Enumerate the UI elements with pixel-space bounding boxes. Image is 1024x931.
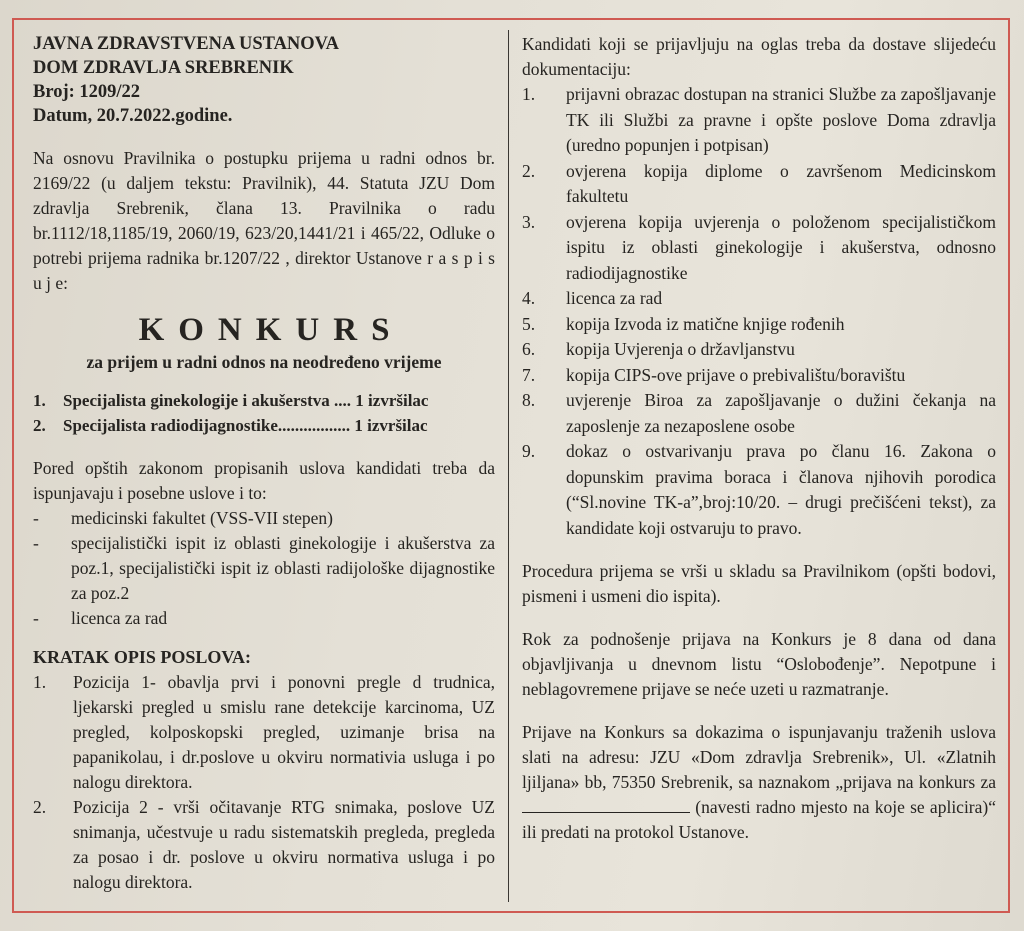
duty-item	[33, 670, 495, 795]
document-number-marker: 9.	[522, 441, 536, 461]
dash-marker: -	[33, 533, 39, 553]
document-item	[522, 439, 996, 541]
document-number: Broj: 1209/22	[33, 82, 141, 102]
announcement-title: KONKURS	[138, 312, 404, 348]
document-number-marker: 8.	[522, 390, 536, 410]
document-number-marker: 1.	[522, 84, 536, 104]
condition-text: specijalistički ispit iz oblasti ginekologije i akušerstva za poz.1, specijalistički ispit iz oblasti radijološke dijagnostike za poz.2	[71, 533, 495, 603]
institution-subname: DOM ZDRAVLJA SREBRENIK	[33, 58, 294, 78]
document-text: prijavni obrazac dostupan na stranici Službe za zapošljavanje TK ili Službi za pravne i opšte poslove Doma zdravlja (uredno popunjen i potpisan)	[566, 84, 996, 155]
duties-title: KRATAK OPIS POSLOVA:	[33, 647, 252, 667]
address-paragraph	[522, 720, 996, 845]
document-item	[522, 159, 996, 210]
document-text: uvjerenje Biroa za zapošljavanje o dužini čekanja na zaposlenje za nezaposlene osobe	[566, 390, 996, 436]
right-column	[522, 32, 996, 845]
document-number-marker: 2.	[522, 160, 536, 181]
condition-item	[33, 506, 495, 531]
position-text: Specijalista ginekologije i akušerstva .... 1 izvršilac	[63, 391, 429, 410]
document-item	[522, 286, 996, 312]
documents-intro: Kandidati koji se prijavljuju na oglas treba da dostave slijedeću dokumentaciju:	[522, 34, 996, 79]
left-column	[33, 32, 495, 895]
document-text: kopija Izvoda iz matične knjige rođenih	[566, 313, 845, 334]
intro-paragraph: Na osnovu Pravilnika o postupku prijema u radni odnos br. 2169/22 (u daljem tekstu: Pravilnik), 44. Statuta JZU Dom zdravlja Srebrenik, člana 13. Pravilnika o radu br.1112/18,1185/19, 2060/19, 623/20,1441/21 i 465/22, Odluke o potrebi prijema radnika br.1207/22 , direktor Ustanove r a s p i s u j e:	[33, 148, 495, 293]
column-divider	[508, 30, 509, 902]
document-number-marker: 5.	[522, 313, 536, 334]
document-text: dokaz o ostvarivanju prava po članu 16. Zakona o dopunskim pravima boraca i članova njihovih porodica (“Sl.novine TK-a”,broj:10/20. – drugi prečišćeni tekst), za kandidate koji ostvaruju to pravo.	[566, 441, 996, 538]
procedure-paragraph: Procedura prijema se vrši u skladu sa Pravilnikom (opšti bodovi, pismeni i usmeni dio ispita).	[522, 561, 996, 606]
institution-name: JAVNA ZDRAVSTVENA USTANOVA	[33, 34, 340, 54]
document-item	[522, 388, 996, 439]
document-text: licenca za rad	[566, 288, 663, 308]
document-item	[522, 363, 996, 389]
dash-marker: -	[33, 608, 39, 628]
duty-text: Pozicija 2 - vrši očitavanje RTG snimaka, poslove UZ snimanja, učestvuje u radu sistematskih pregleda, pregleda za posao i dr. poslove u okviru normativa usluga i po nalogu direktora.	[73, 797, 495, 892]
position-number: 1.	[33, 391, 46, 410]
address-text: Prijave na Konkurs sa dokazima o ispunjavanju traženih uslova slati na adresu: JZU «Dom zdravlja Srebrenik», Ul. «Zlatnih ljiljana» bb, 75350 Srebrenik, sa naznakom „prijava na konkurs za	[522, 722, 996, 792]
announcement-subtitle: za prijem u radni odnos na neodređeno vrijeme	[86, 352, 442, 372]
document-number-marker: 6.	[522, 339, 536, 359]
condition-item	[33, 606, 495, 631]
document-text: kopija Uvjerenja o državljanstvu	[566, 339, 795, 359]
condition-text: licenca za rad	[71, 608, 168, 628]
position-blank-line	[522, 798, 690, 813]
condition-text: medicinski fakultet (VSS-VII stepen)	[71, 508, 333, 528]
document-text: ovjerena kopija uvjerenja o položenom specijalističkom ispitu iz oblasti ginekologije i akušerstva, odnosno radiodijagnostike	[566, 211, 996, 283]
duty-text: Pozicija 1- obavlja prvi i ponovni pregle d trudnica, ljekarski pregled u smislu rane detekcije karcinoma, UZ pregled, kolposkopski pregled, uzimanje brisa na papanikolau, i dr.poslove u okviru normativia usluga i po nalogu direktora.	[73, 672, 495, 792]
duty-item	[33, 795, 495, 895]
position-item	[33, 388, 495, 413]
address-text-end: (navesti radno mjesto na koje se aplicira)“ ili predati na protokol Ustanove.	[522, 797, 996, 842]
document-number-marker: 3.	[522, 211, 536, 232]
document-text: ovjerena kopija diplome o završenom Medicinskom fakultetu	[566, 160, 996, 206]
document-item	[522, 210, 996, 287]
position-text: Specijalista radiodijagnostike................. 1 izvršilac	[63, 416, 428, 435]
condition-item	[33, 531, 495, 606]
position-item	[33, 413, 495, 438]
document-item	[522, 82, 996, 159]
document-text: kopija CIPS-ove prijave o prebivalištu/boravištu	[566, 364, 906, 385]
position-number: 2.	[33, 416, 46, 435]
duty-number: 1.	[33, 672, 47, 692]
document-number-marker: 7.	[522, 364, 536, 385]
document-item	[522, 312, 996, 338]
document-item	[522, 337, 996, 363]
dash-marker: -	[33, 508, 39, 528]
conditions-intro: Pored opštih zakonom propisanih uslova kandidati treba da ispunjavaju i posebne uslove i to:	[33, 458, 495, 503]
document-number-marker: 4.	[522, 288, 536, 308]
duty-number: 2.	[33, 797, 47, 817]
document-date: Datum, 20.7.2022.godine.	[33, 106, 233, 126]
deadline-paragraph: Rok za podnošenje prijava na Konkurs je 8 dana od dana objavljivanja u dnevnom listu “Oslobođenje”. Nepotpune i neblagovremene prijave se neće uzeti u razmatranje.	[522, 629, 996, 699]
